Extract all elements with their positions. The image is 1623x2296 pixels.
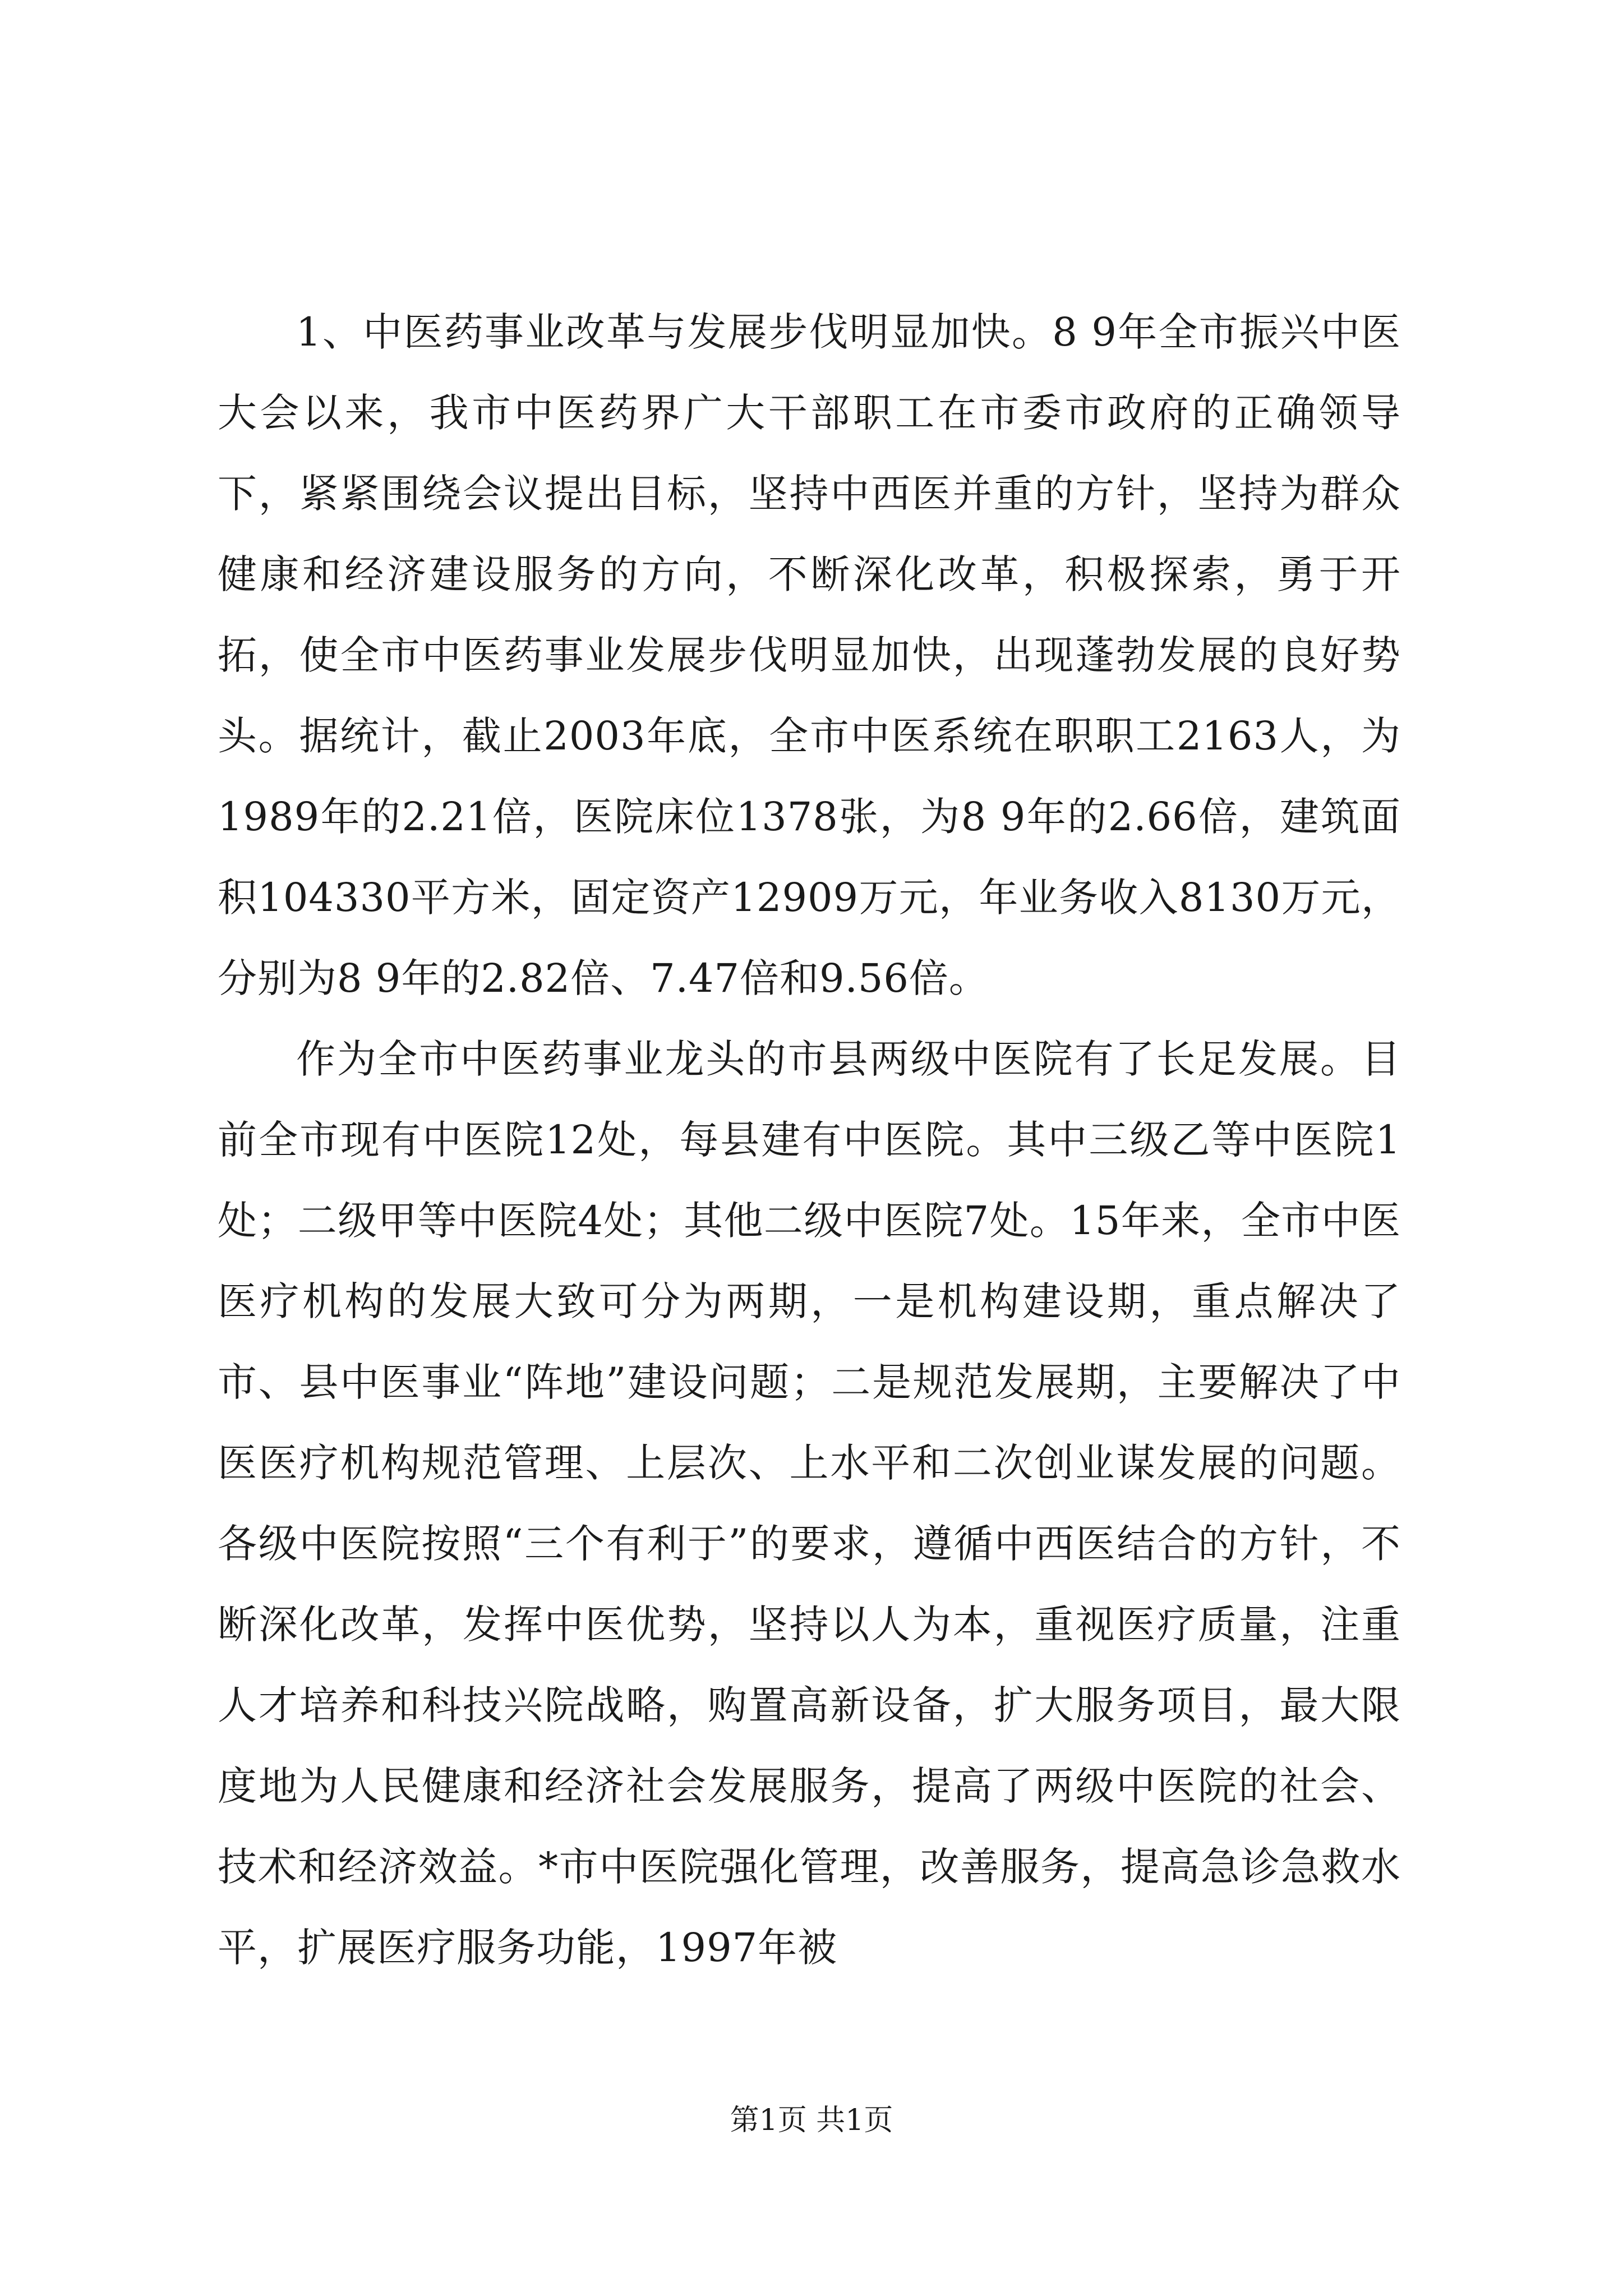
paragraph-1: 1、中医药事业改革与发展步伐明显加快。8 9年全市振兴中医大会以来，我市中医药界广大干部职工在市委市政府的正确领导下，紧紧围绕会议提出目标，坚持中西医并重的方针，坚持为群众健康和经济建设服务的方向，不断深化改革，积极探索，勇于开拓，使全市中医药事业发展步伐明显加快，出现蓬勃发展的良好势头。据统计，截止2003年底，全市中医系统在职职工2163人，为1989年的2.21倍，医院床位1378张，为8 9年的2.66倍，建筑面积104330平方米，固定资产12909万元，年业务收入8130万元，分别为8 9年的2.82倍、7.47倍和9.56倍。 [218,309,1401,1001]
page-number-label: 第1页 共1页 [730,2104,893,2137]
paragraph-2: 作为全市中医药事业龙头的市县两级中医院有了长足发展。目前全市现有中医院12处，每县建有中医院。其中三级乙等中医院1处；二级甲等中医院4处；其他二级中医院7处。15年来，全市中医医疗机构的发展大致可分为两期，一是机构建设期，重点解决了市、县中医事业“阵地”建设问题；二是规范发展期，主要解决了中医医疗机构规范管理、上层次、上水平和二次创业谋发展的问题。各级中医院按照“三个有利于”的要求，遵循中西医结合的方针，不断深化改革，发挥中医优势，坚持以人为本，重视医疗质量，注重人才培养和科技兴院战略，购置高新设备，扩大服务项目，最大限度地为人民健康和经济社会发展服务，提高了两级中医院的社会、技术和经济效益。*市中医院强化管理，改善服务，提高急诊急救水平，扩展医疗服务功能，1997年被 [218,1036,1401,1971]
page-footer [0,2101,1623,2140]
document-body [218,292,1401,1988]
